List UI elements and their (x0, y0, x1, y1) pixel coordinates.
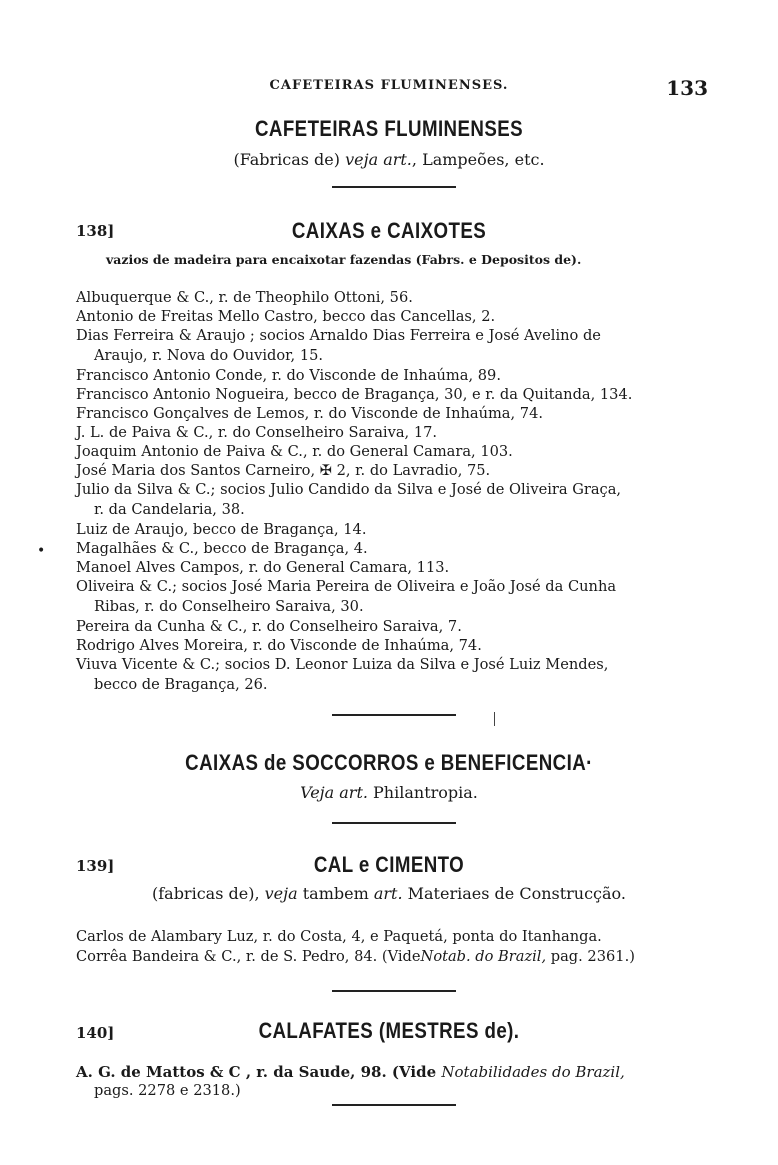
list-item: Viuva Vicente & C.; socios D. Leonor Luiza da Silva e José Luiz Mendes, (76, 656, 609, 673)
list-item-continuation: Araujo, r. Nova do Ouvidor, 15. (94, 347, 324, 364)
list-item: Francisco Antonio Nogueira, becco de Bragança, 30, e r. da Quitanda, 134. (76, 386, 633, 403)
section-number-140: 140] (76, 1024, 115, 1042)
list-item-continuation: r. da Candelaria, 38. (94, 501, 245, 518)
list-item-continuation: becco de Bragança, 26. (94, 676, 268, 693)
list-item: Francisco Gonçalves de Lemos, r. do Visconde de Inhaúma, 74. (76, 405, 543, 422)
section-title-soccorros: CAIXAS de SOCCORROS e BENEFICENCIA· (185, 750, 593, 775)
section-divider (332, 822, 456, 824)
print-mark (494, 712, 495, 726)
list-item-continuation: Ribas, r. do Conselheiro Saraiva, 30. (94, 598, 364, 615)
list-item: Dias Ferreira & Araujo ; socios Arnaldo Dias Ferreira e José Avelino de (76, 327, 601, 344)
list-item: Magalhães & C., becco de Bragança, 4. (76, 540, 368, 557)
section-title-cal: CAL e CIMENTO (313, 852, 465, 877)
list-item: J. L. de Paiva & C., r. do Conselheiro Saraiva, 17. (76, 424, 438, 441)
list-item-continuation: pags. 2278 e 2318.) (94, 1082, 241, 1099)
page-number: 133 (666, 76, 708, 100)
section-divider (332, 714, 456, 716)
list-item: Francisco Antonio Conde, r. do Visconde de Inhaúma, 89. (76, 367, 501, 384)
section-note-cal: (fabricas de), veja tambem art. Materiaes de Construcção. (151, 884, 626, 903)
list-item: Oliveira & C.; socios José Maria Pereira de Oliveira e João José da Cunha (76, 578, 617, 595)
running-title: CAFETEIRAS FLUMINENSES. (269, 78, 509, 93)
list-item: Antonio de Freitas Mello Castro, becco das Cancellas, 2. (76, 308, 496, 325)
margin-bullet: • (37, 543, 46, 559)
section-number-139: 139] (76, 857, 115, 875)
list-item: Corrêa Bandeira & C., r. de S. Pedro, 84. (VideNotab. do Brazil, pag. 2361.) (76, 948, 635, 965)
section-divider (332, 1104, 456, 1106)
list-item: Julio da Silva & C.; socios Julio Candido da Silva e José de Oliveira Graça, (76, 481, 622, 498)
list-item: Manoel Alves Campos, r. do General Camara, 113. (76, 559, 450, 576)
section-description-caixas: vazios de madeira para encaixotar fazendas (Fabrs. e Depositos de). (106, 252, 582, 267)
list-item: José Maria dos Santos Carneiro, ✠ 2, r. do Lavradio, 75. (76, 462, 491, 479)
section-note-cafeteiras: (Fabricas de) veja art., Lampeões, etc. (233, 150, 545, 169)
list-item: Luiz de Araujo, becco de Bragança, 14. (76, 521, 367, 538)
section-title-calafates: CALAFATES (MESTRES de). (258, 1018, 520, 1043)
section-note-soccorros: Veja art. Philantropia. (300, 783, 478, 802)
list-item: Joaquim Antonio de Paiva & C., r. do General Camara, 103. (76, 443, 513, 460)
section-title-cafeteiras: CAFETEIRAS FLUMINENSES (254, 116, 524, 141)
section-divider (332, 186, 456, 188)
section-divider (332, 990, 456, 992)
section-title-caixas: CAIXAS e CAIXOTES (291, 218, 487, 243)
list-item: A. G. de Mattos & C , r. da Saude, 98. (Vide Notabilidades do Brazil, (76, 1063, 625, 1081)
list-item: Carlos de Alambary Luz, r. do Costa, 4, e Paquetá, ponta do Itanhanga. (76, 928, 602, 945)
list-item: Pereira da Cunha & C., r. do Conselheiro Saraiva, 7. (76, 618, 462, 635)
list-item: Albuquerque & C., r. de Theophilo Ottoni, 56. (76, 289, 413, 306)
list-item: Rodrigo Alves Moreira, r. do Visconde de Inhaúma, 74. (76, 637, 482, 654)
section-number-138: 138] (76, 222, 115, 240)
